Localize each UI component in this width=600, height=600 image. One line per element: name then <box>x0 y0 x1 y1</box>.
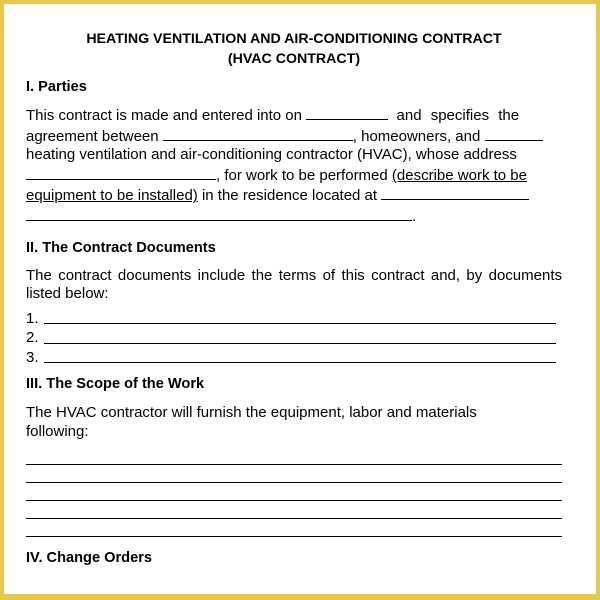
parties-line-4 <box>26 165 562 186</box>
parties-text-date-intro: This contract is made and entered into on <box>26 107 302 124</box>
parties-text-agreement: agreement between <box>26 127 159 145</box>
parties-line-3 <box>26 146 562 165</box>
parties-text-specifies: and specifies the <box>396 107 520 124</box>
document-blank-field-1[interactable] <box>44 323 556 324</box>
parties-line-5 <box>26 185 562 206</box>
parties-text-residence: in the residence located at <box>201 187 378 205</box>
residence-blank-field-2[interactable] <box>26 206 412 221</box>
section-heading-change-orders: IV. Change Orders <box>26 550 152 567</box>
scope-blank-field-4[interactable] <box>26 501 562 519</box>
parties-text-describe-work: (describe work to be <box>391 166 527 184</box>
section-heading-contract-documents: II. The Contract Documents <box>26 239 216 256</box>
scope-blank-field-3[interactable] <box>26 483 562 501</box>
document-blank-field-2[interactable] <box>44 343 556 344</box>
document-title <box>26 30 562 69</box>
list-item <box>26 328 562 348</box>
scope-lines <box>26 446 562 537</box>
scope-text-line-2: following: <box>26 422 89 440</box>
list-item-number: 3. <box>26 348 39 366</box>
document-blank-field-3[interactable] <box>44 362 556 363</box>
residence-blank-field-1[interactable] <box>381 185 529 200</box>
parties-text-work: , for work to be performed <box>216 166 388 184</box>
parties-text-period: . <box>412 207 417 225</box>
homeowners-blank-field[interactable] <box>163 126 353 141</box>
scope-blank-field-1[interactable] <box>26 446 562 464</box>
section-heading-scope: III. The Scope of the Work <box>26 376 205 393</box>
documents-paragraph: The contract documents include the terms of this contract and, by documents listed below: <box>26 266 562 303</box>
parties-paragraph <box>26 105 562 227</box>
contractor-blank-field[interactable] <box>485 126 543 141</box>
list-item-number: 2. <box>26 329 39 347</box>
list-item-number: 1. <box>26 309 39 327</box>
list-item <box>26 348 562 368</box>
address-blank-field[interactable] <box>26 165 216 180</box>
scope-paragraph <box>26 404 562 441</box>
contract-document <box>26 30 562 567</box>
parties-text-equipment: equipment to be installed) <box>26 187 198 205</box>
title-line-2: (HVAC CONTRACT) <box>227 50 361 67</box>
parties-text-homeowners: , homeowners, and <box>352 127 481 145</box>
parties-line-2 <box>26 126 562 147</box>
scope-text-line-1: The HVAC contractor will furnish the equipment, labor and materials <box>26 404 477 422</box>
date-blank-field[interactable] <box>306 105 388 120</box>
documents-list <box>26 309 562 368</box>
scope-blank-field-5[interactable] <box>26 519 562 537</box>
section-heading-parties: I. Parties <box>26 79 87 95</box>
parties-line-1 <box>26 105 562 126</box>
parties-text-contractor: heating ventilation and air-conditioning contractor (HVAC), whose address <box>26 146 517 164</box>
title-line-1: HEATING VENTILATION AND AIR-CONDITIONING CONTRACT <box>86 31 502 47</box>
list-item <box>26 309 562 329</box>
parties-line-6 <box>26 206 562 227</box>
scope-blank-field-2[interactable] <box>26 465 562 483</box>
